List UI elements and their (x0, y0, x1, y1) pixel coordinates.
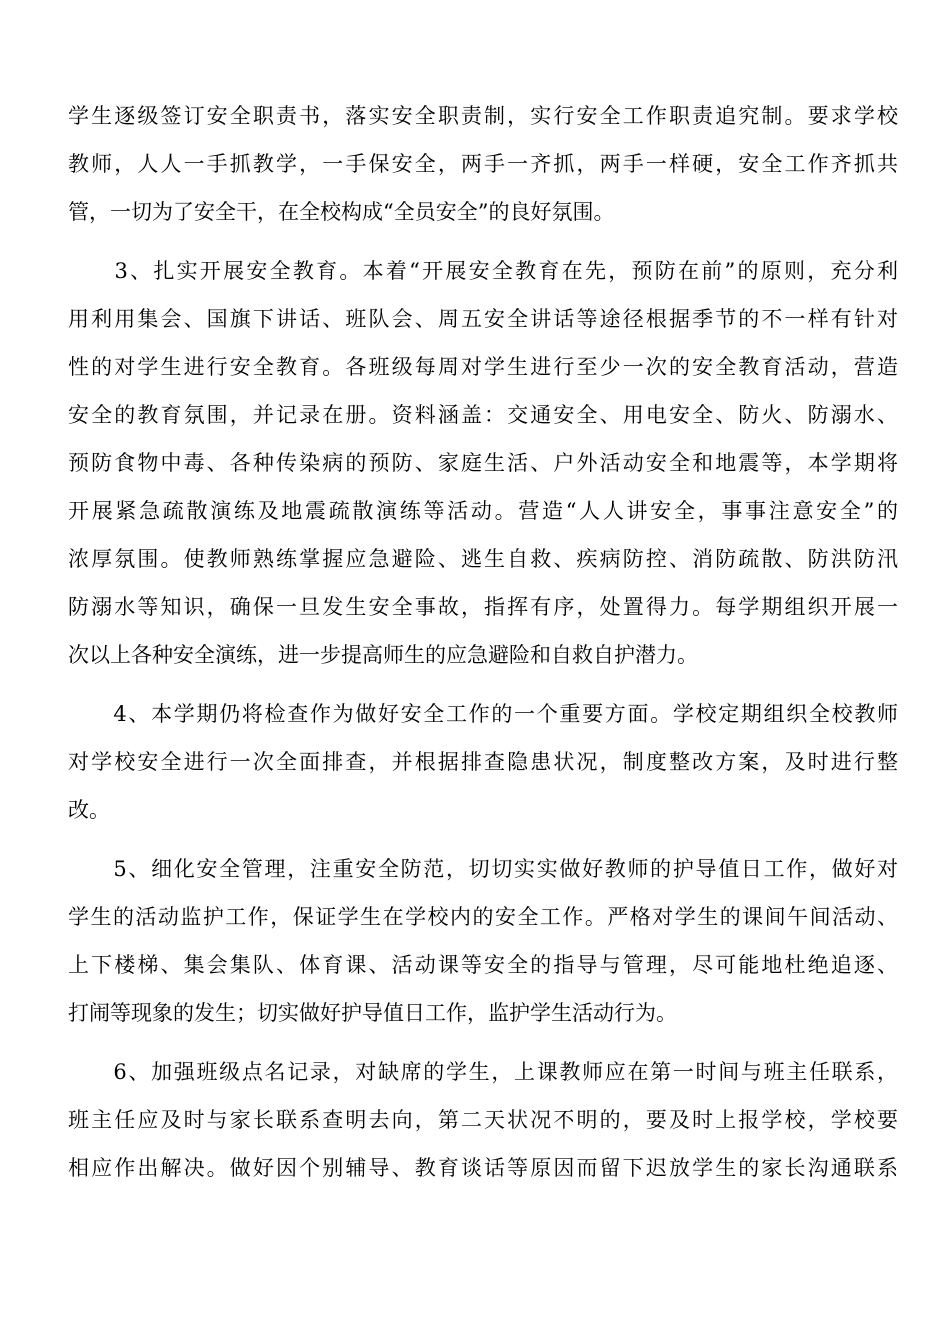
document-body (68, 92, 898, 1203)
text-line: 浓厚氛围。使教师熟练掌握应急避险、逃生自救、疾病防控、消防疏散、防洪防汛 (68, 547, 898, 571)
text-line: 安全的教育氛围，并记录在册。资料涵盖：交通安全、用电安全、防火、防溺水、 (68, 403, 898, 427)
text-line: 相应作出解决。做好因个别辅导、教育谈话等原因而留下迟放学生的家长沟通联系 (68, 1156, 898, 1180)
text-line: 管，一切为了安全干，在全校构成“全员安全”的良好氛围。 (68, 200, 615, 224)
text-line: 上下楼梯、集会集队、体育课、活动课等安全的指导与管理，尽可能地杜绝追逐、 (68, 953, 898, 977)
paragraph-item-4-inspection (68, 690, 898, 834)
text-line: 5、细化安全管理，注重安全防范，切切实实做好教师的护导值日工作，做好对 (68, 857, 898, 881)
text-line: 预防食物中毒、各种传染病的预防、家庭生活、户外活动安全和地震等，本学期将 (68, 451, 898, 475)
text-line: 3、扎实开展安全教育。本着“开展安全教育在先，预防在前”的原则，充分利 (68, 259, 898, 283)
text-line: 用利用集会、国旗下讲话、班队会、周五安全讲话等途径根据季节的不一样有针对 (68, 307, 898, 331)
text-line: 学生的活动监护工作，保证学生在学校内的安全工作。严格对学生的课间午间活动、 (68, 905, 898, 929)
text-line: 打闹等现象的发生；切实做好护导值日工作，监护学生活动行为。 (68, 1001, 677, 1025)
paragraph-item-3-safety-education (68, 247, 898, 679)
text-line: 次以上各种安全演练，进一步提高师生的应急避险和自救自护潜力。 (68, 643, 698, 667)
paragraph-item-6-attendance (68, 1048, 898, 1192)
paragraph-item-5-safety-management (68, 845, 898, 1037)
text-line: 学生逐级签订安全职责书，落实安全职责制，实行安全工作职责追究制。要求学校 (68, 104, 898, 128)
paragraph-responsibility-continued (68, 92, 898, 236)
text-line: 教师，人人一手抓教学，一手保安全，两手一齐抓，两手一样硬，安全工作齐抓共 (68, 152, 898, 176)
text-line: 对学校安全进行一次全面排查，并根据排查隐患状况，制度整改方案，及时进行整 (68, 750, 898, 774)
text-line: 4、本学期仍将检查作为做好安全工作的一个重要方面。学校定期组织全校教师 (68, 702, 898, 726)
text-line: 开展紧急疏散演练及地震疏散演练等活动。营造“人人讲安全，事事注意安全”的 (68, 499, 898, 523)
text-line: 改。 (68, 798, 110, 822)
text-line: 性的对学生进行安全教育。各班级每周对学生进行至少一次的安全教育活动，营造 (68, 355, 898, 379)
text-line: 6、加强班级点名记录，对缺席的学生，上课教师应在第一时间与班主任联系， (68, 1060, 898, 1084)
text-line: 班主任应及时与家长联系查明去向，第二天状况不明的，要及时上报学校，学校要 (68, 1108, 898, 1132)
text-line: 防溺水等知识，确保一旦发生安全事故，指挥有序，处置得力。每学期组织开展一 (68, 595, 898, 619)
